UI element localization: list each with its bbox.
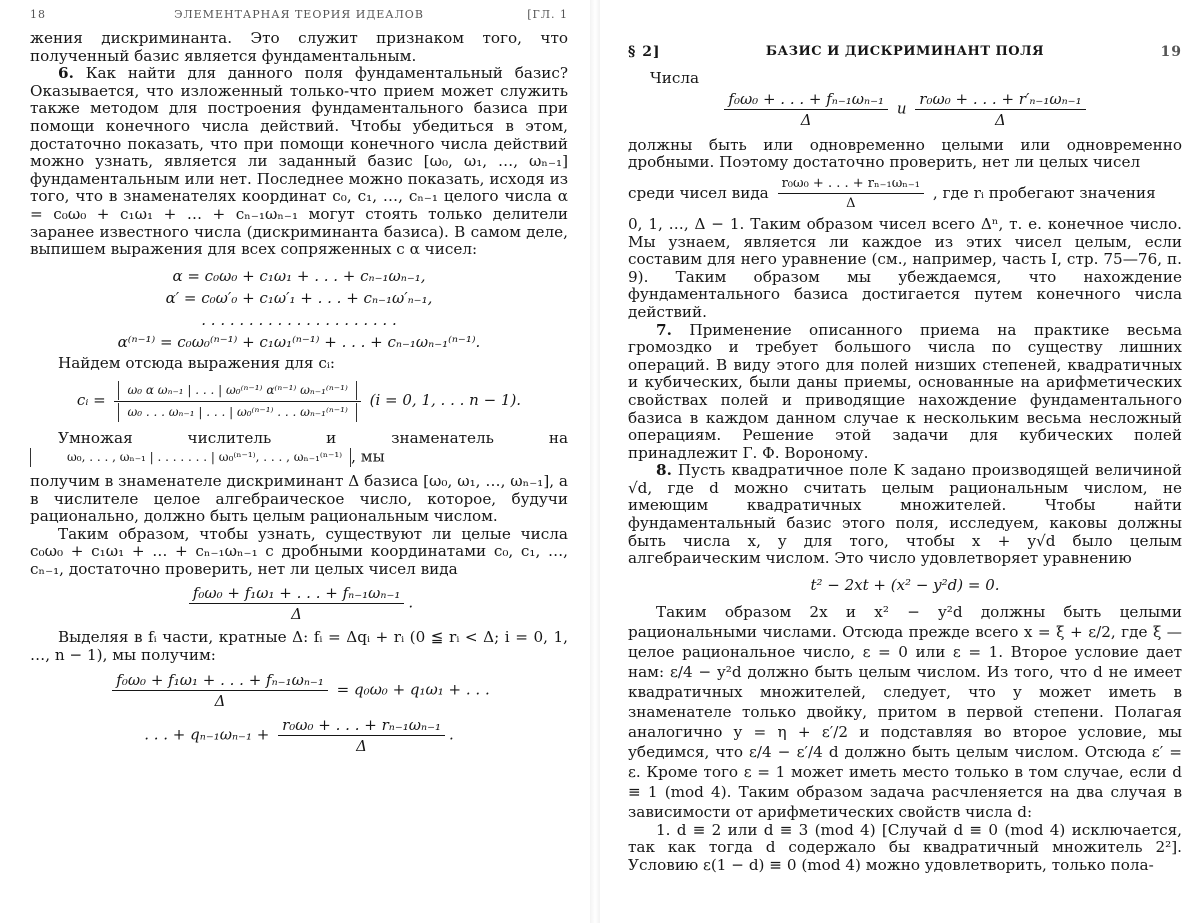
equation-r: . . . + qₙ₋₁ωₙ₋₁ + $\frac{\text{r₀ω₀ + . . . + rₙ₋₁ωₙ₋₁}}{\Delta}$ . bbox=[144, 715, 454, 755]
paragraph-text: Как найти для данного поля фундаментальный базис? Оказывается, что изложенный только-что прием может служить также методом для построения фундаментального базиса при помощи конечного числа действий. Чтобы убедиться в этом, достаточно показать, что при помощи конечного числа действий можно узнать, является ли заданный базис [ω₀, ω₁, …, ωₙ₋₁] фундаментальным или нет. Последнее можно показать, исходя из того, что в знаменателях координат c₀, c₁, …, cₙ₋₁ целого числа α = c₀ω₀ + c₁ω₁ + … + cₙ₋₁ωₙ₋₁ могут стоять только делители заранее известного числа (дискриминанта базиса). В самом деле, выпишем выражения для всех сопряженных с α чисел: bbox=[30, 64, 569, 259]
fraction bbox=[915, 90, 1085, 129]
equation: t² − 2xt + (x² − y²d) = 0. bbox=[810, 575, 1000, 594]
and-word: и bbox=[896, 99, 907, 118]
equation-dots: . . . . . . . . . . . . . . . . . . . . . bbox=[201, 310, 397, 329]
ci-range: (i = 0, 1, . . . n − 1). bbox=[369, 391, 522, 410]
equation-rhs: = q₀ω₀ + q₁ω₁ + . . . bbox=[336, 680, 490, 699]
ci-formula bbox=[30, 380, 568, 422]
ci-label: cᵢ = bbox=[76, 391, 106, 410]
multiply-tail: , мы bbox=[351, 447, 385, 466]
section-number: 7. bbox=[656, 320, 672, 339]
fraction-denominator: Δ bbox=[356, 736, 367, 755]
paragraph-text: среди чисел вида bbox=[628, 183, 769, 202]
fraction-numerator: r₀ω₀ + . . . + rₙ₋₁ωₙ₋₁ bbox=[278, 716, 445, 736]
fraction-numerator: r₀ω₀ + . . . + rₙ₋₁ωₙ₋₁ bbox=[778, 175, 924, 195]
right-page-number: 19 bbox=[1160, 44, 1182, 60]
determinant-denominator bbox=[114, 402, 360, 423]
fraction-formula: $\frac{\text{f₀ω₀ + f₁ω₁ + . . . + fₙ₋₁ωₙ₋₁}}{\Delta}$ . bbox=[30, 584, 568, 623]
fraction-numerator: f₀ω₀ + . . . + fₙ₋₁ωₙ₋₁ bbox=[724, 90, 888, 110]
paragraph: Выделяя в fᵢ части, кратные Δ: fᵢ = Δqᵢ + rᵢ (0 ≦ rᵢ < Δ; i = 0, 1, …, n − 1), мы получим: bbox=[30, 628, 568, 665]
paragraph-text: , где rᵢ пробегают значения bbox=[932, 183, 1156, 202]
paragraph-text: Пусть квадратичное поле K задано производящей величиной √d, где d можно считать целым рациональным числом, не имеющим квадратичных множителей. Чтобы найти фундаментальный базис этого поля, исследуем, каковы должны быть числа x, y для того, чтобы x + y√d было целым алгебраическим числом. Это число удовлетворяет уравнению bbox=[628, 461, 1182, 568]
paragraph-inline-fraction bbox=[628, 175, 1182, 213]
book-gutter bbox=[590, 0, 600, 923]
paragraph: 1. d ≡ 2 или d ≡ 3 (mod 4) [Случай d ≡ 0 (mod 4) исключается, так как тогда d содержало бы квадратичный множитель 2²]. Условию ε(1 − d) ≡ 0 (mod 4) можно удовлетворить, только пола- bbox=[628, 820, 1182, 875]
fraction-denominator: Δ bbox=[214, 691, 226, 710]
paragraph: Таким образом, чтобы узнать, существуют ли целые числа c₀ω₀ + c₁ω₁ + … + cₙ₋₁ωₙ₋₁ с дробными координатами c₀, c₁, …, cₙ₋₁, достаточно проверить, нет ли целых чисел вида bbox=[30, 524, 568, 578]
paragraph: Найдем отсюда выражения для cᵢ: bbox=[58, 353, 336, 372]
paragraph-8 bbox=[628, 462, 1182, 568]
paragraph-6 bbox=[30, 65, 568, 259]
section-number: 8. bbox=[656, 461, 672, 480]
determinant-fraction bbox=[114, 380, 360, 422]
fraction-pair bbox=[628, 90, 1182, 129]
left-page-number: 18 bbox=[30, 8, 46, 21]
paragraph: получим в знаменателе дискриминант Δ базиса [ω₀, ω₁, …, ωₙ₋₁], а в числителе целое алгебраическое число, которое, будучи рационально, должно быть целым рациональным числом. bbox=[30, 471, 568, 526]
right-running-title: БАЗИС И ДИСКРИМИНАНТ ПОЛЯ bbox=[765, 44, 1045, 59]
fraction-denominator: Δ bbox=[291, 605, 303, 624]
equation-lhs: . . . + qₙ₋₁ωₙ₋₁ + bbox=[144, 725, 270, 744]
paragraph-text: Применение описанного приема на практике весьма громоздко и требует большого числа по существу лишних операций. В виду этого для полей низших степеней, квадратичных и кубических, были даны приемы, основанные на арифметических свойствах полей и приводящие нахождение фундаментального базиса в каждом данном случае к нескольким весьма несложный операциям. Решение этой задачи для кубических полей принадлежит Г. Ф. Вороному. bbox=[628, 320, 1182, 462]
equation: α⁽ⁿ⁻¹⁾ = c₀ω₀⁽ⁿ⁻¹⁾ + c₁ω₁⁽ⁿ⁻¹⁾ + . . . + cₙ₋₁ωₙ₋₁⁽ⁿ⁻¹⁾. bbox=[117, 332, 481, 351]
equation-q bbox=[30, 671, 568, 710]
left-running-head bbox=[30, 0, 568, 30]
fraction bbox=[278, 716, 445, 755]
determinant-numerator bbox=[114, 380, 360, 402]
multiply-line bbox=[30, 430, 568, 467]
fraction-denominator: Δ bbox=[995, 110, 1006, 129]
right-page bbox=[600, 0, 1200, 923]
paragraph-7 bbox=[628, 322, 1182, 463]
fraction bbox=[778, 175, 924, 213]
equation: α′ = c₀ω′₀ + c₁ω′₁ + . . . + cₙ₋₁ω′ₙ₋₁, bbox=[165, 288, 433, 307]
numerator-matrix: ω₀ α ωₙ₋₁ | . . . | ω₀⁽ⁿ⁻¹⁾ α⁽ⁿ⁻¹⁾ ωₙ₋₁⁽ⁿ⁻¹⁾ bbox=[118, 381, 356, 400]
multiply-matrix: ω₀, . . . , ωₙ₋₁ | . . . . . . . | ω₀⁽ⁿ⁻¹⁾, . . . , ωₙ₋₁⁽ⁿ⁻¹⁾ bbox=[30, 448, 351, 467]
numbers-label: Числа bbox=[650, 69, 700, 87]
right-section-ref: § 2] bbox=[628, 44, 661, 60]
paragraph: Таким образом 2x и x² − y²d должны быть целыми рациональными числами. Отсюда прежде всего x = ξ + ε/2, где ξ — целое рациональное число, ε = 0 или ε = 1. Второе условие дает нам: ε/4 − y²d должно быть целым числом. Из того, что d не имеет квадратичных множителей, следует, что y может иметь в знаменателе только двойку, притом в первой степени. Полагая аналогично y = η + ε′/2 и подставляя во второе условие, мы убедимся, что ε/4 − ε′/4 d должно быть целым числом. Отсюда ε′ = ε. Кроме того ε = 1 может иметь место только в том случае, если d ≡ 1 (mod 4). Таким образом задача расчленяется на два случая в зависимости от арифметических свойств числа d: bbox=[628, 602, 1182, 821]
section-number: 6. bbox=[58, 64, 74, 83]
fraction-denominator: Δ bbox=[846, 196, 856, 212]
left-page bbox=[0, 0, 590, 923]
paragraph: 0, 1, …, Δ − 1. Таким образом чисел всего Δⁿ, т. е. конечное число. Мы узнаем, является ли каждое из этих чисел целым, если составим для него уравнение (см., например, часть I, стр. 75—76, п. 9). Таким образом мы убеждаемся, что нахождение фундаментального базиса достигается путем конечного числа действий. bbox=[628, 214, 1182, 321]
fraction-denominator: Δ bbox=[800, 110, 812, 129]
denominator-matrix: ω₀ . . . ωₙ₋₁ | . . . | ω₀⁽ⁿ⁻¹⁾ . . . ωₙ₋₁⁽ⁿ⁻¹⁾ bbox=[118, 403, 356, 422]
fraction bbox=[112, 671, 328, 710]
equation: α = c₀ω₀ + c₁ω₁ + . . . + cₙ₋₁ωₙ₋₁, bbox=[172, 266, 426, 285]
paragraph: должны быть или одновременно целыми или одновременно дробными. Поэтому достаточно проверить, нет ли целых чисел bbox=[628, 135, 1182, 172]
fraction-numerator: r₀ω₀ + . . . + r′ₙ₋₁ωₙ₋₁ bbox=[915, 90, 1085, 110]
left-chapter-ref: [ГЛ. 1 bbox=[527, 8, 568, 21]
fraction bbox=[724, 90, 888, 129]
right-running-head bbox=[628, 0, 1182, 70]
left-running-title: ЭЛЕМЕНТАРНАЯ ТЕОРИЯ ИДЕАЛОВ bbox=[174, 8, 424, 21]
fraction-numerator: f₀ω₀ + f₁ω₁ + . . . + fₙ₋₁ωₙ₋₁ bbox=[189, 584, 405, 604]
fraction-numerator: f₀ω₀ + f₁ω₁ + . . . + fₙ₋₁ωₙ₋₁ bbox=[112, 671, 328, 691]
paragraph: жения дискриминанта. Это служит признаком того, что полученный базис является фундаментальным. bbox=[30, 29, 568, 65]
fraction bbox=[189, 584, 405, 623]
multiply-text: Умножая числитель и знаменатель на bbox=[58, 429, 568, 448]
